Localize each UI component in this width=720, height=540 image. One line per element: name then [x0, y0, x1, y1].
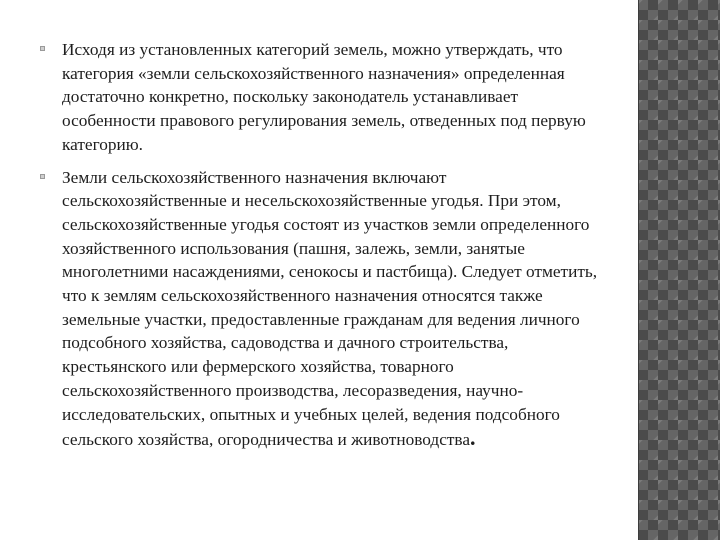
bullet-item-land-category [40, 38, 605, 157]
side-strip-edge [638, 0, 639, 540]
bullet-text-body: Земли сельскохозяйственного назначения включают сельскохозяйственные и несельскохозяйственные угодья. При этом, сельскохозяйственные угодья состоят из участков земли определенного хозяйственного использования (пашня, залежь, земли, занятые многолетними насаждениями, сенокосы и пастбища). Следует отметить, что к землям сельскохозяйственного назначения относятся также земельные участки, предоставленные гражданам для ведения личного подсобного хозяйства, садоводства и дачного строительства, крестьянского или фермерского хозяйства, товарного сельскохозяйственного производства, лесоразведения, научно-исследовательских, опытных и учебных целей, ведения подсобного сельского хозяйства, огородничества и животноводства [62, 167, 598, 450]
bullet-item-agricultural-land [40, 166, 605, 452]
bullet-marker-icon [40, 46, 45, 51]
decorative-side-strip [638, 0, 720, 540]
bullet-text: Исходя из установленных категорий земель, можно утверждать, что категория «земли сельскохозяйственного назначения» определенная достаточно конкретно, поскольку законодатель устанавливает особенности правового регулирования земель, отведенных под первую категорию. [62, 40, 586, 154]
slide-content [40, 38, 605, 461]
bullet-end-mark: . [470, 425, 476, 451]
bullet-marker-icon [40, 174, 45, 179]
bullet-list [40, 38, 605, 452]
bullet-text [62, 166, 605, 452]
